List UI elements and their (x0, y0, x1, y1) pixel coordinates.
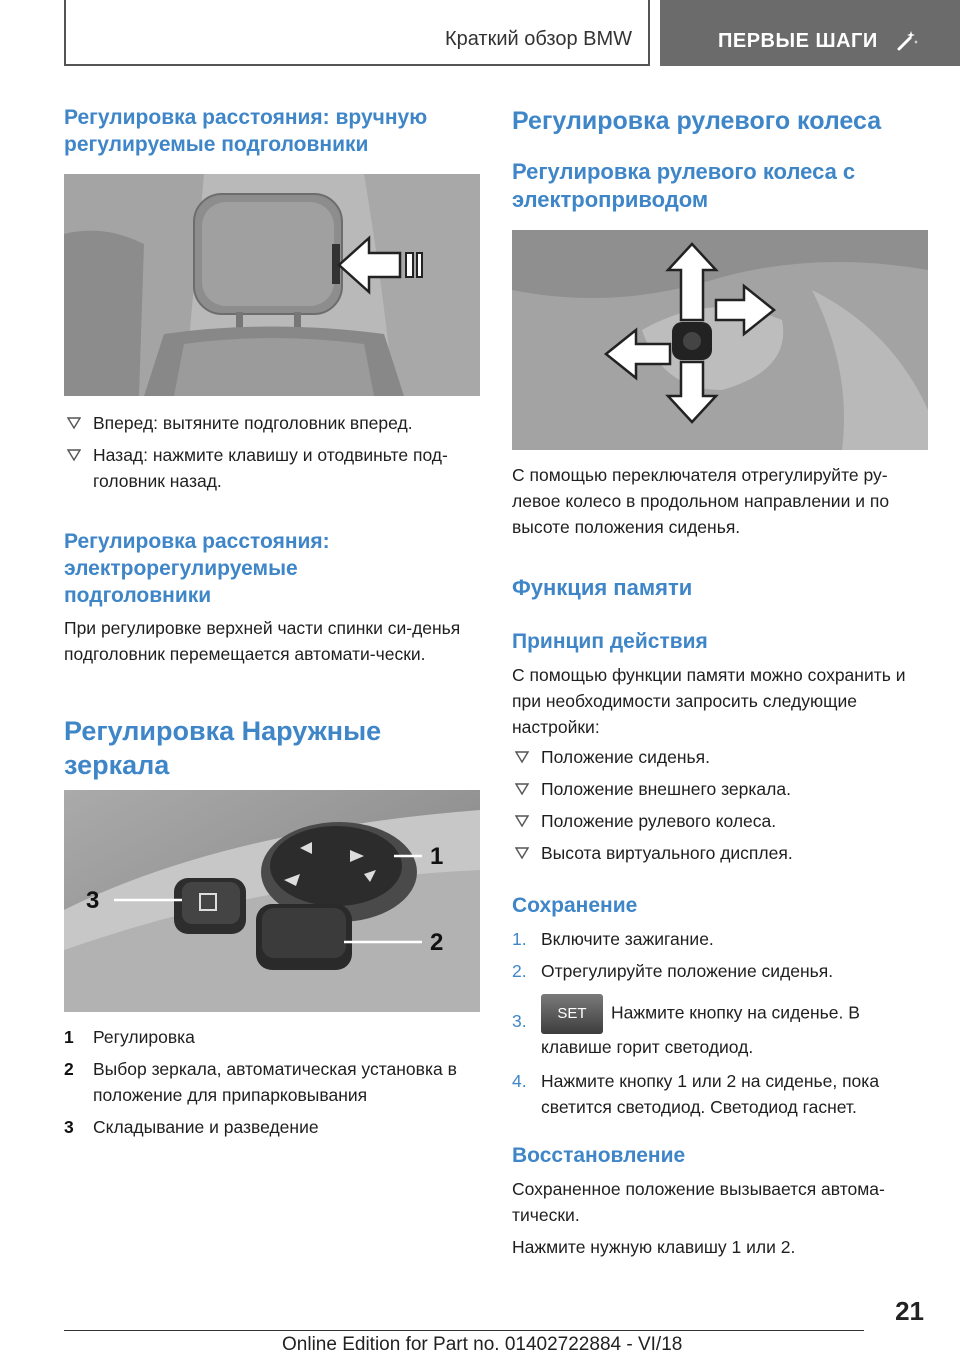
bullet-item: Положение сиденья. (512, 744, 932, 770)
bullet-item: Высота виртуального дисплея. (512, 840, 932, 866)
mirror-controls-image (64, 790, 480, 1012)
manual-headrest-bullets (64, 410, 484, 494)
callout-1: 1 (430, 843, 444, 870)
footer-divider (64, 1330, 864, 1331)
electric-headrest-heading: Регулировка расстояния: электрорегулируемые подголовники (64, 530, 330, 607)
document-title: Краткий обзор BMW (444, 28, 632, 50)
callout-3: 3 (86, 887, 100, 914)
save-section (512, 892, 932, 919)
electric-headrest-section (64, 528, 384, 609)
principle-section (512, 628, 932, 655)
triangle-bullet-icon (515, 750, 529, 764)
principle-heading: Принцип действия (512, 630, 708, 653)
steering-section (512, 104, 932, 138)
section-tab-label: ПЕРВЫЕ ШАГИ (718, 30, 878, 52)
principle-bullets (512, 744, 932, 866)
steering-sub-section (512, 158, 932, 214)
caption-item: 1 Регулировка (64, 1027, 195, 1047)
restore-text-2: Нажмите нужную клавишу 1 или 2. (512, 1237, 796, 1257)
bullet-item: Положение внешнего зеркала. (512, 776, 932, 802)
section-tab (660, 0, 960, 66)
steering-text: С помощью переключателя отрегулируйте ру-левое колесо в продольном направлении и по высоте положения сиденья. (512, 465, 890, 537)
mirrors-section (64, 714, 424, 782)
restore-section (512, 1142, 932, 1169)
set-button-icon: SET (541, 994, 603, 1034)
mirrors-heading: Регулировка Наружные зеркала (64, 716, 382, 780)
triangle-bullet-icon (515, 782, 529, 796)
footer-edition: Online Edition for Part no. 01402722884 - VI/18 (282, 1334, 683, 1355)
bullet-item: Вперед: вытяните подголовник вперед. (64, 410, 484, 436)
restore-heading: Восстановление (512, 1144, 686, 1167)
save-steps (512, 926, 932, 1120)
step-item: 1. Включите зажигание. (512, 929, 714, 949)
manual-headrest-section (64, 104, 484, 158)
principle-text: С помощью функции памяти можно сохранить и при необходимости запросить следующие настройки: (512, 665, 906, 737)
manual-headrest-heading: Регулировка расстояния: вручную регулируемые подголовники (64, 106, 428, 156)
step-item: 4. Нажмите кнопку 1 или 2 на сиденье, пока светится светодиод. Светодиод гаснет. (512, 1071, 880, 1117)
callout-2: 2 (430, 929, 444, 956)
steering-sub-heading: Регулировка рулевого колеса с электроприводом (512, 159, 856, 212)
caption-item: 3 Складывание и разведение (64, 1117, 319, 1137)
triangle-bullet-icon (515, 846, 529, 860)
bullet-item: Назад: нажмите клавишу и отодвиньте под-головник назад. (64, 442, 484, 494)
memory-heading: Функция памяти (512, 575, 693, 600)
triangle-bullet-icon (67, 448, 81, 462)
mirror-captions (64, 1024, 484, 1140)
headrest-image (64, 174, 480, 396)
header-title-box (64, 0, 650, 66)
save-heading: Сохранение (512, 894, 638, 917)
page-number: 21 (895, 1296, 924, 1326)
steering-heading: Регулировка рулевого колеса (512, 107, 882, 135)
triangle-bullet-icon (515, 814, 529, 828)
restore-text-1: Сохраненное положение вызывается автома-тически. (512, 1179, 885, 1225)
steering-switch-image (512, 230, 928, 450)
memory-section (512, 574, 932, 602)
step-item: 3. SET Нажмите кнопку на сиденье. В клавише горит светодиод. (512, 994, 932, 1060)
caption-item: 2 Выбор зеркала, автоматическая установка в положение для припарковывания (64, 1059, 457, 1105)
step-item: 2. Отрегулируйте положение сиденья. (512, 961, 834, 981)
electric-headrest-text: При регулировке верхней части спинки си-денья подголовник перемещается автомати-чески. (64, 618, 461, 664)
triangle-bullet-icon (67, 416, 81, 430)
bullet-item: Положение рулевого колеса. (512, 808, 932, 834)
magic-wand-icon (894, 28, 920, 54)
